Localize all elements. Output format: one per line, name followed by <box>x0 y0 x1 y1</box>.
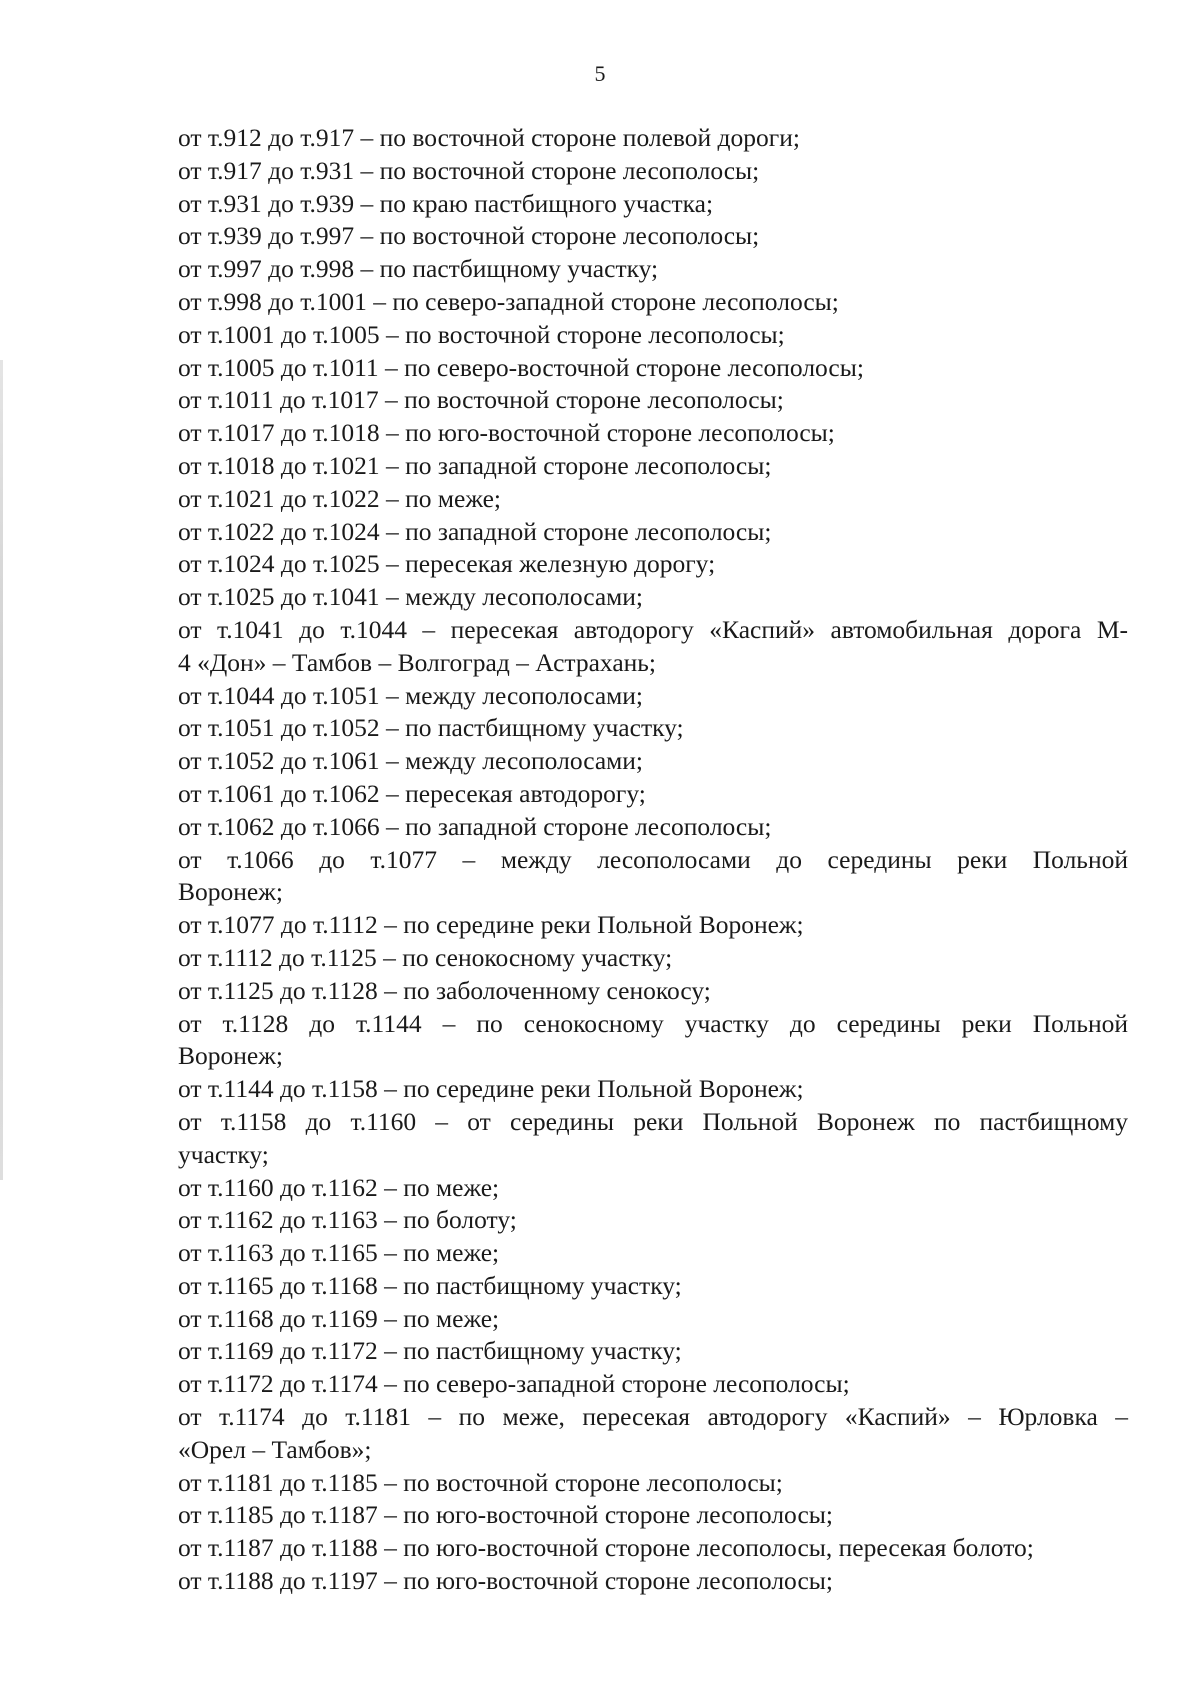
text-line: от т.912 до т.917 – по восточной стороне полевой дороги; <box>178 123 800 152</box>
text-line: от т.1128 до т.1144 – по сенокосному участку до середины реки Польной <box>178 1008 1128 1038</box>
text-line: от т.997 до т.998 – по пастбищному участку; <box>178 254 659 284</box>
text-line: от т.1174 до т.1181 – по меже, пересекая автодорогу «Каспий» – Юрловка – <box>178 1402 1128 1432</box>
text-line: от т.1160 до т.1162 – по меже; <box>178 1172 500 1202</box>
text-line: от т.1158 до т.1160 – от середины реки Польной Воронеж по пастбищному <box>178 1106 1128 1136</box>
boundary-description-text <box>178 122 1128 1598</box>
text-line: от т.1125 до т.1128 – по заболоченному сенокосу; <box>178 975 711 1005</box>
text-line: от т.1061 до т.1062 – пересекая автодорогу; <box>178 778 646 808</box>
text-line: от т.1168 до т.1169 – по меже; <box>178 1303 500 1333</box>
text-line: от т.1188 до т.1197 – по юго-восточной стороне лесополосы; <box>178 1566 833 1596</box>
text-line: от т.1181 до т.1185 – по восточной стороне лесополосы; <box>178 1467 783 1497</box>
text-line: участку; <box>178 1139 269 1169</box>
text-line: от т.1005 до т.1011 – по северо-восточной стороне лесополосы; <box>178 352 864 382</box>
text-line: от т.1077 до т.1112 – по середине реки Польной Воронеж; <box>178 910 804 940</box>
text-line: от т.1018 до т.1021 – по западной стороне лесополосы; <box>178 450 772 480</box>
text-line: 4 «Дон» – Тамбов – Волгоград – Астрахань; <box>178 647 657 677</box>
text-line: «Орел – Тамбов»; <box>178 1434 372 1464</box>
text-line: от т.1001 до т.1005 – по восточной стороне лесополосы; <box>178 319 785 349</box>
text-line: от т.1021 до т.1022 – по меже; <box>178 483 502 513</box>
scan-edge-shadow <box>0 360 3 1180</box>
text-line: Воронеж; <box>178 1041 283 1071</box>
text-line: от т.917 до т.931 – по восточной стороне лесополосы; <box>178 155 760 185</box>
text-line: от т.1172 до т.1174 – по северо-западной стороне лесополосы; <box>178 1369 850 1399</box>
text-line: от т.1163 до т.1165 – по меже; <box>178 1238 500 1268</box>
text-line: от т.939 до т.997 – по восточной стороне лесополосы; <box>178 221 760 251</box>
text-line: от т.1052 до т.1061 – между лесополосами; <box>178 746 644 776</box>
text-line: от т.1185 до т.1187 – по юго-восточной стороне лесополосы; <box>178 1500 833 1530</box>
text-line: от т.1062 до т.1066 – по западной стороне лесополосы; <box>178 811 772 841</box>
text-line: от т.1024 до т.1025 – пересекая железную дорогу; <box>178 549 716 579</box>
text-line: от т.1025 до т.1041 – между лесополосами; <box>178 582 644 612</box>
text-line: от т.1187 до т.1188 – по юго-восточной стороне лесополосы, пересекая болото; <box>178 1533 1034 1563</box>
text-line: от т.931 до т.939 – по краю пастбищного участка; <box>178 188 714 218</box>
page-number: 5 <box>594 61 606 86</box>
text-line: от т.1112 до т.1125 – по сенокосному участку; <box>178 942 673 972</box>
text-line: от т.1041 до т.1044 – пересекая автодорогу «Каспий» автомобильная дорога М- <box>178 614 1128 644</box>
text-line: от т.998 до т.1001 – по северо-западной стороне лесополосы; <box>178 286 839 316</box>
text-line: от т.1066 до т.1077 – между лесополосами до середины реки Польной <box>178 844 1128 874</box>
text-line: от т.1169 до т.1172 – по пастбищному участку; <box>178 1336 682 1366</box>
text-line: от т.1162 до т.1163 – по болоту; <box>178 1205 517 1235</box>
text-line: от т.1011 до т.1017 – по восточной стороне лесополосы; <box>178 385 784 415</box>
text-line: от т.1017 до т.1018 – по юго-восточной стороне лесополосы; <box>178 418 835 448</box>
text-line: от т.1165 до т.1168 – по пастбищному участку; <box>178 1270 682 1300</box>
text-line: от т.1144 до т.1158 – по середине реки Польной Воронеж; <box>178 1074 804 1104</box>
text-line: от т.1022 до т.1024 – по западной стороне лесополосы; <box>178 516 772 546</box>
text-line: от т.1051 до т.1052 – по пастбищному участку; <box>178 713 684 743</box>
text-line: Воронеж; <box>178 877 283 907</box>
text-line: от т.1044 до т.1051 – между лесополосами; <box>178 680 644 710</box>
